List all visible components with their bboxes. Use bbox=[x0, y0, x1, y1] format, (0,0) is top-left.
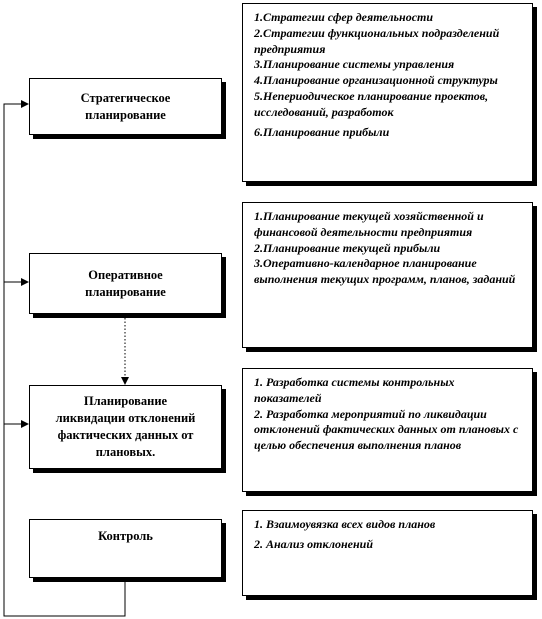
list-item: 4.Планирование организационной структуры bbox=[254, 73, 498, 88]
detail-box-deviation bbox=[242, 368, 533, 492]
list-item: 1. Разработка системы контрольных показателей bbox=[254, 375, 455, 405]
level-label-strategic: Стратегическое планирование bbox=[80, 90, 171, 122]
list-item: 6.Планирование прибыли bbox=[254, 124, 390, 139]
detail-list-operational bbox=[254, 209, 524, 288]
detail-box-operational bbox=[242, 202, 533, 348]
list-item: 1.Планирование текущей хозяйственной и финансовой деятельности предприятия bbox=[254, 209, 484, 239]
list-item: 3.Оперативно-календарное планирование выполнения текущих программ, планов, заданий bbox=[254, 256, 516, 287]
detail-list-strategic bbox=[254, 10, 524, 140]
level-box-deviation bbox=[29, 385, 222, 469]
detail-box-control bbox=[242, 510, 533, 596]
list-item: 2. Анализ отклонений bbox=[254, 536, 373, 551]
list-item: 2.Стратегии функциональных подразделений предприятия bbox=[254, 25, 500, 56]
list-item: 1.Стратегии сфер деятельности bbox=[254, 10, 434, 24]
list-item: 2.Планирование текущей прибыли bbox=[254, 240, 441, 255]
list-item: 5.Непериодическое планирование проектов, исследований, разработок bbox=[254, 88, 489, 119]
level-label-deviation: Планирование ликвидации отклонений фактических данных от плановых. bbox=[55, 394, 196, 459]
detail-list-deviation bbox=[254, 375, 524, 454]
level-label-control: Контроль bbox=[98, 529, 153, 543]
level-label-operational: Оперативное планирование bbox=[85, 267, 166, 299]
list-item: 2. Разработка мероприятий по ликвидации отклонений фактических данных от плановых с целью обеспечения выполнения планов bbox=[254, 406, 519, 453]
level-box-control bbox=[29, 519, 222, 578]
level-box-strategic bbox=[29, 78, 222, 135]
detail-list-control bbox=[254, 517, 524, 553]
level-box-operational bbox=[29, 253, 222, 314]
list-item: 3.Планирование системы управления bbox=[254, 57, 455, 72]
list-item: 1. Взаимоувязка всех видов планов bbox=[254, 517, 436, 531]
detail-box-strategic bbox=[242, 3, 533, 182]
